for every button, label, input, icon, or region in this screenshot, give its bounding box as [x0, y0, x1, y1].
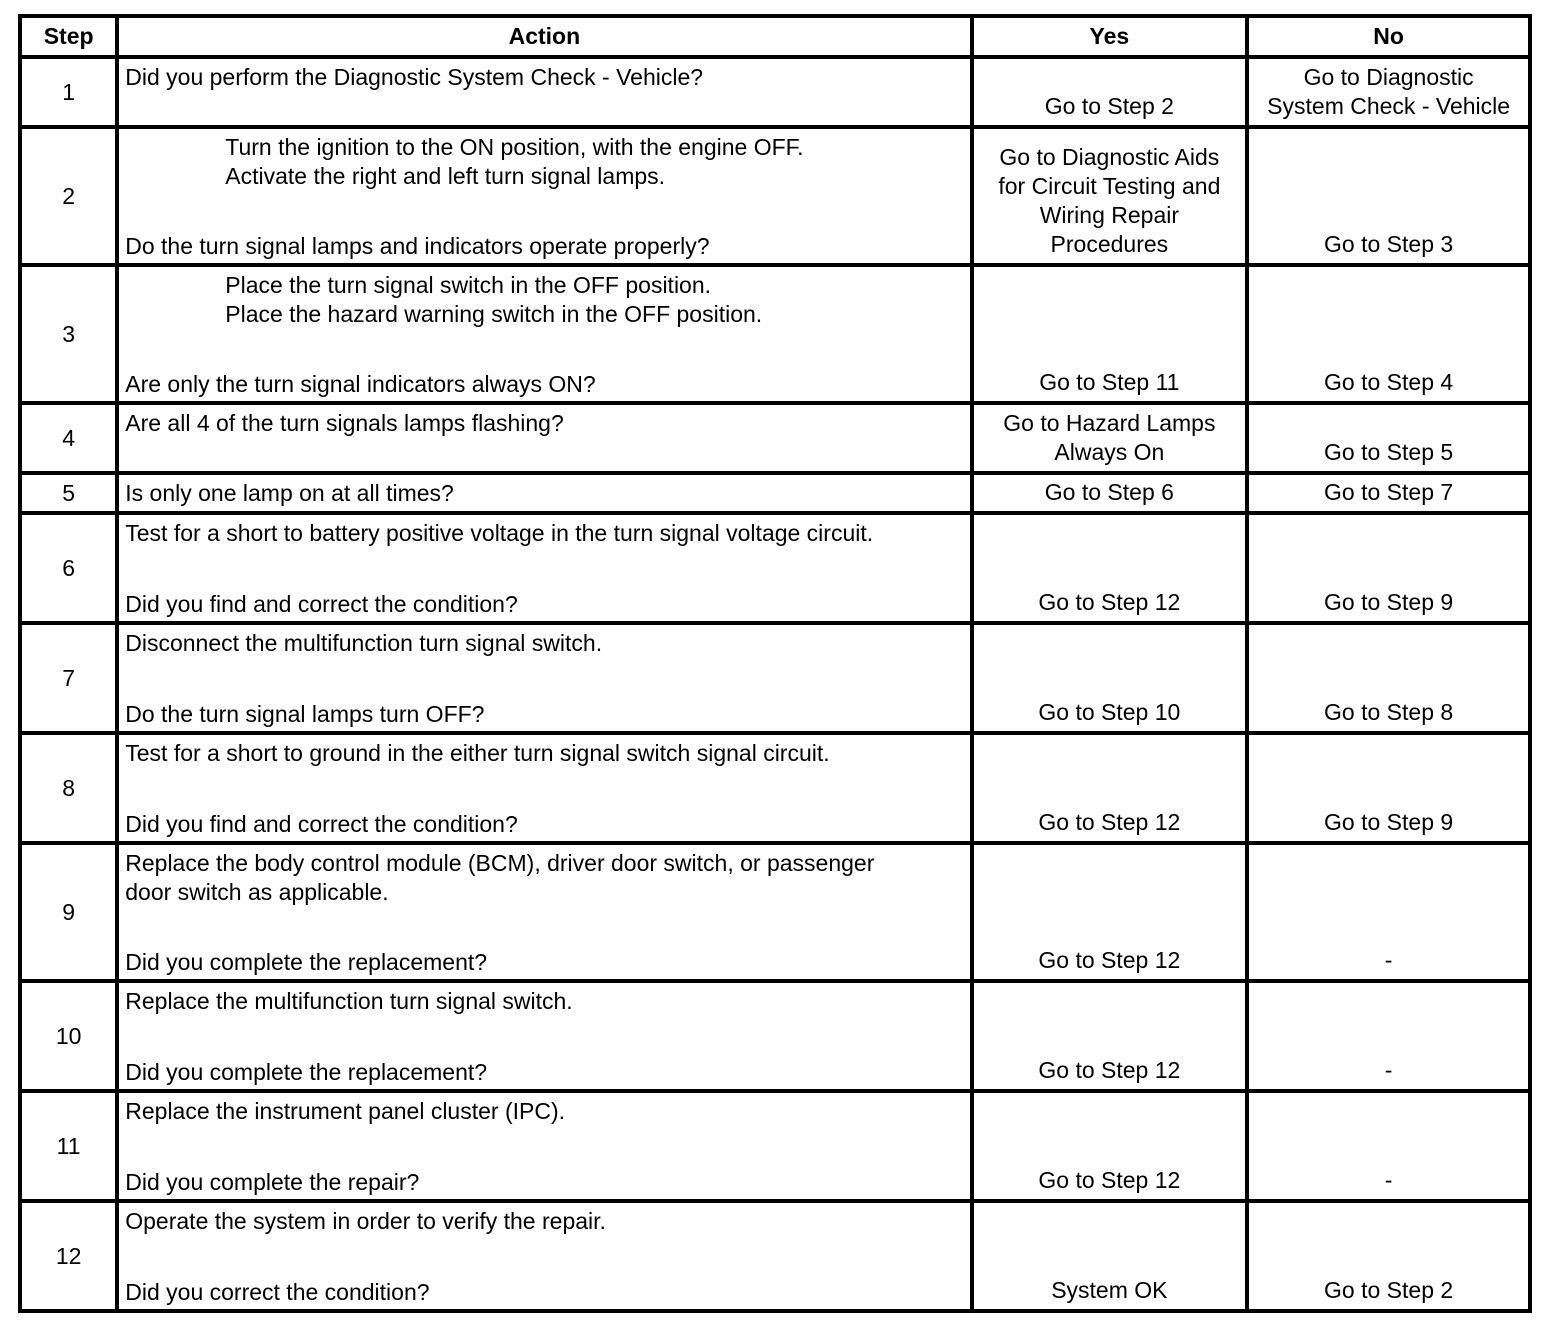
- table-row: [20, 623, 1530, 733]
- header-row: [20, 16, 1530, 57]
- no-cell: [1247, 473, 1530, 513]
- yes-cell: [972, 127, 1248, 265]
- action-question: Did you complete the repair?: [125, 1169, 420, 1195]
- action-cell: [117, 473, 971, 513]
- yes-text: Go to Step 12: [1038, 809, 1181, 835]
- yes-cell: [972, 513, 1248, 623]
- no-text: -: [1384, 1167, 1393, 1193]
- action-cell: [117, 403, 971, 473]
- step-number: 4: [20, 403, 117, 473]
- no-text: -: [1384, 1057, 1393, 1083]
- action-instructions: Operate the system in order to verify the repair.: [125, 1208, 606, 1234]
- yes-text: Go to Step 12: [1038, 589, 1181, 615]
- no-text: Go to Step 9: [1324, 589, 1454, 615]
- step-number: 9: [20, 843, 117, 981]
- yes-cell: [972, 473, 1248, 513]
- step-number: 3: [20, 265, 117, 403]
- action-cell: [117, 265, 971, 403]
- yes-text: Go to Hazard Lamps Always On: [1003, 410, 1216, 465]
- no-cell: [1247, 981, 1530, 1091]
- action-question: Are only the turn signal indicators always ON?: [125, 371, 596, 397]
- table-row: [20, 403, 1530, 473]
- header-no: No: [1247, 16, 1530, 57]
- action-question: Did you complete the replacement?: [125, 1059, 488, 1085]
- no-cell: [1247, 265, 1530, 403]
- step-number: 2: [20, 127, 117, 265]
- table-row: [20, 733, 1530, 843]
- yes-cell: [972, 265, 1248, 403]
- step-number: 10: [20, 981, 117, 1091]
- yes-text: Go to Step 12: [1038, 1167, 1181, 1193]
- action-question: Did you complete the replacement?: [125, 949, 488, 975]
- header-action: Action: [117, 16, 971, 57]
- action-instructions: Disconnect the multifunction turn signal switch.: [125, 630, 603, 656]
- step-number: 5: [20, 473, 117, 513]
- step-number: 11: [20, 1091, 117, 1201]
- no-text: Go to Step 4: [1324, 369, 1454, 395]
- step-number: 7: [20, 623, 117, 733]
- no-text: Go to Step 9: [1324, 809, 1454, 835]
- action-question: Did you correct the condition?: [125, 1279, 430, 1305]
- action-question: Did you find and correct the condition?: [125, 811, 518, 837]
- action-text: Are all 4 of the turn signals lamps flashing?: [125, 410, 564, 436]
- action-cell: [117, 127, 971, 265]
- yes-cell: [972, 843, 1248, 981]
- step-number: 1: [20, 57, 117, 127]
- yes-text: System OK: [1051, 1277, 1168, 1303]
- action-question: Did you find and correct the condition?: [125, 591, 518, 617]
- table-row: [20, 473, 1530, 513]
- step-number: 12: [20, 1201, 117, 1311]
- no-cell: [1247, 513, 1530, 623]
- action-cell: [117, 623, 971, 733]
- no-text: Go to Step 2: [1324, 1277, 1454, 1303]
- action-instructions: Test for a short to ground in the either turn signal switch signal circuit.: [125, 740, 830, 766]
- yes-cell: [972, 623, 1248, 733]
- no-text: Go to Diagnostic System Check - Vehicle: [1267, 64, 1511, 119]
- action-cell: [117, 57, 971, 127]
- diagnostic-table: [18, 14, 1532, 1313]
- no-cell: [1247, 623, 1530, 733]
- action-instructions: Replace the instrument panel cluster (IPC).: [125, 1098, 566, 1124]
- action-instructions: Turn the ignition to the ON position, with the engine OFF. Activate the right and left turn signal lamps.: [225, 134, 804, 189]
- no-cell: [1247, 733, 1530, 843]
- table-row: [20, 127, 1530, 265]
- yes-cell: [972, 733, 1248, 843]
- table-row: [20, 843, 1530, 981]
- table-row: [20, 1201, 1530, 1311]
- no-text: -: [1384, 947, 1393, 973]
- table-row: [20, 513, 1530, 623]
- header-step: Step: [20, 16, 117, 57]
- table-row: [20, 57, 1530, 127]
- yes-text: Go to Step 2: [1044, 93, 1174, 119]
- action-question: Do the turn signal lamps and indicators operate properly?: [125, 233, 710, 259]
- step-number: 8: [20, 733, 117, 843]
- no-cell: [1247, 57, 1530, 127]
- no-cell: [1247, 127, 1530, 265]
- action-instructions: Replace the body control module (BCM), driver door switch, or passenger door switch as applicable.: [125, 850, 875, 905]
- no-cell: [1247, 843, 1530, 981]
- action-instructions: Place the turn signal switch in the OFF position. Place the hazard warning switch in the OFF position.: [225, 272, 763, 327]
- yes-text: Go to Step 6: [1044, 479, 1174, 505]
- no-cell: [1247, 1201, 1530, 1311]
- action-text: Did you perform the Diagnostic System Check - Vehicle?: [125, 64, 704, 90]
- yes-text: Go to Step 12: [1038, 1057, 1181, 1083]
- yes-text: Go to Diagnostic Aids for Circuit Testing and Wiring Repair Procedures: [998, 144, 1221, 257]
- action-cell: [117, 981, 971, 1091]
- action-cell: [117, 843, 971, 981]
- yes-cell: [972, 1201, 1248, 1311]
- yes-text: Go to Step 12: [1038, 947, 1181, 973]
- table-row: [20, 981, 1530, 1091]
- action-instructions: Test for a short to battery positive voltage in the turn signal voltage circuit.: [125, 520, 874, 546]
- no-text: Go to Step 7: [1324, 479, 1454, 505]
- step-number: 6: [20, 513, 117, 623]
- no-cell: [1247, 1091, 1530, 1201]
- yes-text: Go to Step 11: [1039, 369, 1180, 395]
- action-cell: [117, 513, 971, 623]
- action-text: Is only one lamp on at all times?: [125, 480, 454, 506]
- header-yes: Yes: [972, 16, 1248, 57]
- yes-cell: [972, 981, 1248, 1091]
- action-cell: [117, 1201, 971, 1311]
- no-text: Go to Step 5: [1324, 439, 1454, 465]
- action-question: Do the turn signal lamps turn OFF?: [125, 701, 485, 727]
- table-row: [20, 265, 1530, 403]
- yes-text: Go to Step 10: [1038, 699, 1181, 725]
- action-cell: [117, 1091, 971, 1201]
- no-cell: [1247, 403, 1530, 473]
- action-cell: [117, 733, 971, 843]
- table-row: [20, 1091, 1530, 1201]
- yes-cell: [972, 1091, 1248, 1201]
- action-instructions: Replace the multifunction turn signal switch.: [125, 988, 573, 1014]
- no-text: Go to Step 3: [1324, 231, 1454, 257]
- no-text: Go to Step 8: [1324, 699, 1454, 725]
- yes-cell: [972, 403, 1248, 473]
- yes-cell: [972, 57, 1248, 127]
